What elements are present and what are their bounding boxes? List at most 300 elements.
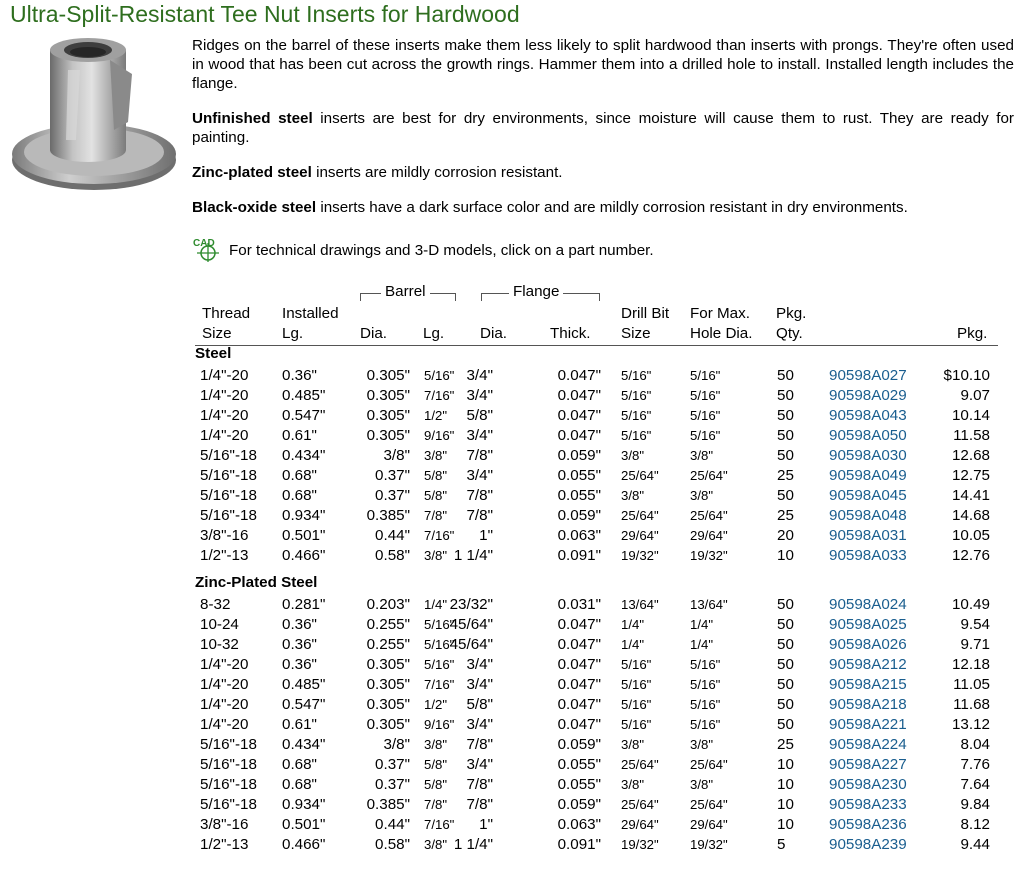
table-row (195, 635, 998, 655)
cell-qty: 10 (777, 776, 794, 793)
cell-hole: 13/64" (690, 597, 728, 612)
cell-thread: 5/16"-18 (200, 467, 257, 484)
cell-fthick: 0.063" (557, 527, 601, 544)
cell-fdia: 23/32" (449, 596, 493, 613)
part-number-link[interactable]: 90598A030 (829, 447, 907, 464)
header-barrel-dia: Dia. (360, 325, 388, 342)
cell-qty: 50 (777, 387, 794, 404)
cell-fthick: 0.047" (557, 407, 601, 424)
section-title: Zinc-Plated Steel (195, 574, 318, 591)
cell-inst: 0.485" (282, 676, 326, 693)
barrel-group-header (360, 283, 456, 305)
cell-drill: 5/16" (621, 388, 652, 403)
section-title: Steel (195, 345, 232, 362)
cell-bdia: 0.255" (366, 616, 410, 633)
cell-price: 8.12 (960, 816, 990, 833)
cell-blg: 3/8" (424, 837, 448, 852)
part-number-link[interactable]: 90598A029 (829, 387, 907, 404)
cell-qty: 10 (777, 796, 794, 813)
cell-bdia: 0.385" (366, 507, 410, 524)
table-row (195, 795, 998, 815)
cell-bdia: 0.305" (366, 696, 410, 713)
cell-inst: 0.61" (282, 427, 317, 444)
cell-thread: 5/16"-18 (200, 796, 257, 813)
table-header-row (195, 304, 998, 346)
cell-bdia: 0.305" (366, 427, 410, 444)
part-number-link[interactable]: 90598A050 (829, 427, 907, 444)
cell-thread: 5/16"-18 (200, 756, 257, 773)
cell-drill: 5/16" (621, 697, 652, 712)
cell-hole: 25/64" (690, 468, 728, 483)
cell-qty: 50 (777, 616, 794, 633)
header-installed-lg: Installed Lg. (282, 305, 339, 342)
cell-drill: 25/64" (621, 468, 659, 483)
cell-drill: 3/8" (621, 737, 645, 752)
cell-price: 12.18 (951, 656, 990, 673)
cell-qty: 50 (777, 656, 794, 673)
part-number-link[interactable]: 90598A049 (829, 467, 907, 484)
cell-hole: 25/64" (690, 508, 728, 523)
cell-hole: 19/32" (690, 837, 728, 852)
cell-inst: 0.466" (282, 836, 326, 853)
cell-price: 11.68 (953, 696, 990, 713)
cell-bdia: 0.44" (375, 527, 410, 544)
table-row (195, 546, 998, 566)
cell-fdia: 1" (479, 816, 493, 833)
cell-fdia: 3/4" (466, 676, 493, 693)
cell-drill: 5/16" (621, 657, 652, 672)
table-row (195, 835, 998, 855)
cell-drill: 5/16" (621, 368, 652, 383)
cell-drill: 3/8" (621, 488, 645, 503)
cell-fthick: 0.059" (557, 796, 601, 813)
cell-qty: 25 (777, 736, 794, 753)
cell-blg: 7/8" (424, 797, 448, 812)
cell-hole: 5/16" (690, 657, 721, 672)
cell-bdia: 0.385" (366, 796, 410, 813)
cell-qty: 50 (777, 676, 794, 693)
page-title: Ultra-Split-Resistant Tee Nut Inserts for Hardwood (10, 1, 520, 27)
cell-inst: 0.36" (282, 616, 317, 633)
table-row (195, 675, 998, 695)
cell-fdia: 5/8" (466, 407, 493, 424)
cell-thread: 1/2"-13 (200, 547, 249, 564)
cell-hole: 5/16" (690, 368, 721, 383)
cell-inst: 0.547" (282, 407, 326, 424)
svg-text:CAD: CAD (193, 238, 215, 249)
cell-drill: 25/64" (621, 797, 659, 812)
cell-qty: 25 (777, 507, 794, 524)
cell-inst: 0.36" (282, 367, 317, 384)
cell-fdia: 3/4" (466, 756, 493, 773)
cell-qty: 10 (777, 816, 794, 833)
cell-fthick: 0.047" (557, 656, 601, 673)
cell-hole: 25/64" (690, 797, 728, 812)
cell-fthick: 0.055" (557, 776, 601, 793)
cell-hole: 5/16" (690, 717, 721, 732)
cell-inst: 0.61" (282, 716, 317, 733)
table-row (195, 715, 998, 735)
cell-fdia: 45/64" (449, 616, 493, 633)
cell-fthick: 0.047" (557, 636, 601, 653)
description-paragraph-4: Black-oxide steel inserts have a dark surface color and are mildly corrosion resistant in dry environments. (192, 198, 908, 216)
cell-fthick: 0.059" (557, 507, 601, 524)
cell-bdia: 0.58" (375, 836, 410, 853)
cell-blg: 1/2" (424, 697, 448, 712)
cell-fdia: 3/4" (466, 716, 493, 733)
cell-fdia: 7/8" (466, 796, 493, 813)
cell-inst: 0.434" (282, 736, 326, 753)
cell-drill: 5/16" (621, 428, 652, 443)
cell-fthick: 0.091" (557, 836, 601, 853)
cell-thread: 1/4"-20 (200, 407, 249, 424)
cell-inst: 0.934" (282, 796, 326, 813)
cell-fdia: 5/8" (466, 696, 493, 713)
cell-price: 9.54 (960, 616, 990, 633)
cell-blg: 3/8" (424, 548, 448, 563)
cell-bdia: 0.44" (375, 816, 410, 833)
cell-price: 11.58 (953, 427, 990, 444)
cell-drill: 25/64" (621, 508, 659, 523)
cell-thread: 3/8"-16 (200, 527, 249, 544)
cell-hole: 5/16" (690, 428, 721, 443)
cell-hole: 3/8" (690, 777, 714, 792)
cell-blg: 5/16" (424, 617, 455, 632)
cell-thread: 5/16"-18 (200, 447, 257, 464)
cell-blg: 1/2" (424, 408, 448, 423)
cell-drill: 29/64" (621, 817, 659, 832)
table-row (195, 526, 998, 546)
cell-qty: 50 (777, 716, 794, 733)
cell-thread: 1/4"-20 (200, 716, 249, 733)
cell-fthick: 0.047" (557, 427, 601, 444)
cell-qty: 50 (777, 636, 794, 653)
part-number-link[interactable]: 90598A218 (829, 696, 907, 713)
cell-fdia: 3/4" (466, 387, 493, 404)
cell-bdia: 0.37" (375, 776, 410, 793)
cell-fthick: 0.063" (557, 816, 601, 833)
cad-icon (192, 236, 224, 262)
cell-inst: 0.36" (282, 656, 317, 673)
cell-drill: 19/32" (621, 837, 659, 852)
cell-price: 14.68 (951, 507, 990, 524)
cell-blg: 7/16" (424, 388, 455, 403)
cell-fthick: 0.059" (557, 447, 601, 464)
cell-blg: 9/16" (424, 717, 455, 732)
cell-inst: 0.68" (282, 467, 317, 484)
cell-price: $10.10 (943, 367, 990, 384)
cell-inst: 0.281" (282, 596, 326, 613)
tee-nut-image (10, 30, 178, 200)
cell-blg: 5/8" (424, 468, 448, 483)
cell-fdia: 3/4" (466, 656, 493, 673)
cell-price: 9.44 (960, 836, 990, 853)
cell-hole: 5/16" (690, 388, 721, 403)
cell-hole: 5/16" (690, 677, 721, 692)
cell-price: 7.76 (960, 756, 990, 773)
cell-qty: 50 (777, 447, 794, 464)
part-number-link[interactable]: 90598A024 (829, 596, 907, 613)
header-pkg-price: Pkg. (957, 325, 988, 342)
table-row (195, 506, 998, 526)
part-number-link[interactable]: 90598A025 (829, 616, 907, 633)
cell-inst: 0.68" (282, 776, 317, 793)
cell-blg: 1/4" (424, 597, 448, 612)
cell-fdia: 7/8" (466, 507, 493, 524)
description-paragraph-2: Unfinished steel inserts are best for dry environments, since moisture will cause them to rust. They are ready for painting. (192, 110, 1014, 147)
cell-inst: 0.485" (282, 387, 326, 404)
cell-price: 9.07 (960, 387, 990, 404)
cell-thread: 1/4"-20 (200, 676, 249, 693)
cad-note-text: For technical drawings and 3-D models, click on a part number. (229, 241, 654, 259)
cell-qty: 50 (777, 487, 794, 504)
cell-fdia: 1 1/4" (453, 547, 493, 564)
cell-blg: 9/16" (424, 428, 455, 443)
table-row (195, 615, 998, 635)
cell-hole: 3/8" (690, 488, 714, 503)
cell-fdia: 7/8" (466, 487, 493, 504)
cell-inst: 0.501" (282, 527, 326, 544)
cell-inst: 0.68" (282, 756, 317, 773)
part-number-link[interactable]: 90598A233 (829, 796, 907, 813)
cell-price: 12.68 (951, 447, 990, 464)
cell-bdia: 0.37" (375, 467, 410, 484)
cell-thread: 1/4"-20 (200, 696, 249, 713)
cell-inst: 0.434" (282, 447, 326, 464)
cell-hole: 19/32" (690, 548, 728, 563)
cell-thread: 10-24 (200, 616, 239, 633)
table-row (195, 406, 998, 426)
cell-drill: 3/8" (621, 448, 645, 463)
flange-group-header (481, 283, 600, 305)
cell-fthick: 0.055" (557, 467, 601, 484)
cell-drill: 19/32" (621, 548, 659, 563)
cell-thread: 8-32 (200, 596, 231, 613)
cell-thread: 5/16"-18 (200, 776, 257, 793)
part-number-link[interactable]: 90598A033 (829, 547, 907, 564)
cell-drill: 5/16" (621, 677, 652, 692)
cell-price: 12.75 (951, 467, 990, 484)
cell-qty: 5 (777, 836, 786, 853)
description-paragraph-3: Zinc-plated steel inserts are mildly corrosion resistant. (192, 164, 563, 182)
table-row (195, 775, 998, 795)
cell-qty: 50 (777, 427, 794, 444)
table-row (195, 735, 998, 755)
part-number-link[interactable]: 90598A027 (829, 367, 907, 384)
cell-hole: 29/64" (690, 817, 728, 832)
cell-blg: 7/16" (424, 677, 455, 692)
cell-drill: 3/8" (621, 777, 645, 792)
cell-qty: 50 (777, 696, 794, 713)
cell-bdia: 0.305" (366, 387, 410, 404)
cell-thread: 5/16"-18 (200, 736, 257, 753)
cell-bdia: 0.305" (366, 656, 410, 673)
table-row (195, 386, 998, 406)
cell-qty: 10 (777, 547, 794, 564)
cell-qty: 10 (777, 756, 794, 773)
cell-thread: 5/16"-18 (200, 487, 257, 504)
table-row (195, 486, 998, 506)
cell-hole: 1/4" (690, 637, 714, 652)
cell-thread: 1/4"-20 (200, 367, 249, 384)
part-number-link[interactable]: 90598A215 (829, 676, 907, 693)
cell-inst: 0.466" (282, 547, 326, 564)
cell-price: 14.41 (951, 487, 990, 504)
cell-price: 11.05 (953, 676, 990, 693)
cell-thread: 1/2"-13 (200, 836, 249, 853)
cell-blg: 5/16" (424, 657, 455, 672)
cell-blg: 5/16" (424, 368, 455, 383)
cell-fdia: 3/4" (466, 367, 493, 384)
table-row (195, 755, 998, 775)
cell-blg: 5/16" (424, 637, 455, 652)
cell-bdia: 0.305" (366, 407, 410, 424)
cell-hole: 5/16" (690, 697, 721, 712)
cell-qty: 50 (777, 367, 794, 384)
cell-bdia: 0.305" (366, 716, 410, 733)
cell-blg: 7/8" (424, 508, 448, 523)
cell-drill: 5/16" (621, 717, 652, 732)
cell-bdia: 0.305" (366, 367, 410, 384)
cell-drill: 25/64" (621, 757, 659, 772)
cell-fdia: 45/64" (449, 636, 493, 653)
cell-qty: 50 (777, 407, 794, 424)
table-row (195, 446, 998, 466)
cell-thread: 1/4"-20 (200, 387, 249, 404)
cell-fthick: 0.047" (557, 387, 601, 404)
cell-thread: 5/16"-18 (200, 507, 257, 524)
cad-note (192, 238, 654, 262)
cell-inst: 0.547" (282, 696, 326, 713)
cell-blg: 7/16" (424, 817, 455, 832)
cell-hole: 29/64" (690, 528, 728, 543)
cell-fdia: 3/4" (466, 427, 493, 444)
cell-blg: 5/8" (424, 757, 448, 772)
cell-inst: 0.934" (282, 507, 326, 524)
header-barrel-lg: Lg. (423, 325, 445, 342)
table-row (195, 366, 998, 386)
barrel-group-label: Barrel (381, 283, 430, 300)
cell-bdia: 0.203" (366, 596, 410, 613)
description-paragraph-1: Ridges on the barrel of these inserts make them less likely to split hardwood than inserts with prongs. They're often used in wood that has been cut across the growth rings. Hammer them into a drilled hole to install. Installed length includes the flange. (192, 37, 1014, 93)
part-number-link[interactable]: 90598A236 (829, 816, 907, 833)
header-thread-size: Thread Size (202, 305, 251, 342)
part-number-link[interactable]: 90598A045 (829, 487, 907, 504)
table-row (195, 655, 998, 675)
cell-fthick: 0.047" (557, 367, 601, 384)
cell-hole: 1/4" (690, 617, 714, 632)
part-number-link[interactable]: 90598A043 (829, 407, 907, 424)
cell-fthick: 0.031" (557, 596, 601, 613)
cell-hole: 3/8" (690, 448, 714, 463)
cell-hole: 25/64" (690, 757, 728, 772)
cell-blg: 5/8" (424, 488, 448, 503)
table-row (195, 466, 998, 486)
table-row (195, 595, 998, 615)
cell-fthick: 0.047" (557, 696, 601, 713)
cell-price: 7.64 (960, 776, 990, 793)
cell-qty: 20 (777, 527, 794, 544)
cell-price: 9.84 (960, 796, 990, 813)
cell-bdia: 0.37" (375, 487, 410, 504)
cell-fthick: 0.047" (557, 676, 601, 693)
cell-price: 9.71 (960, 636, 990, 653)
cell-fdia: 3/4" (466, 467, 493, 484)
cell-price: 12.76 (951, 547, 990, 564)
cell-bdia: 0.305" (366, 676, 410, 693)
cell-fthick: 0.047" (557, 716, 601, 733)
cell-thread: 10-32 (200, 636, 239, 653)
header-flange-thick: Thick. (550, 325, 591, 342)
cell-qty: 25 (777, 467, 794, 484)
cell-fdia: 7/8" (466, 736, 493, 753)
cell-thread: 1/4"-20 (200, 427, 249, 444)
cell-bdia: 0.37" (375, 756, 410, 773)
cell-drill: 5/16" (621, 408, 652, 423)
cell-fthick: 0.047" (557, 616, 601, 633)
cell-bdia: 0.58" (375, 547, 410, 564)
cell-price: 10.14 (951, 407, 990, 424)
part-number-link[interactable]: 90598A239 (829, 836, 907, 853)
cell-price: 10.49 (951, 596, 990, 613)
table-row (195, 695, 998, 715)
cell-fthick: 0.055" (557, 487, 601, 504)
cell-thread: 3/8"-16 (200, 816, 249, 833)
cell-thread: 1/4"-20 (200, 656, 249, 673)
part-number-link[interactable]: 90598A227 (829, 756, 907, 773)
part-number-link[interactable]: 90598A031 (829, 527, 907, 544)
cell-qty: 50 (777, 596, 794, 613)
cell-price: 8.04 (960, 736, 990, 753)
cell-price: 10.05 (951, 527, 990, 544)
cell-blg: 5/8" (424, 777, 448, 792)
cell-drill: 29/64" (621, 528, 659, 543)
cell-fdia: 1" (479, 527, 493, 544)
part-number-link[interactable]: 90598A026 (829, 636, 907, 653)
part-number-link[interactable]: 90598A221 (829, 716, 907, 733)
table-row (195, 815, 998, 835)
cell-fthick: 0.055" (557, 756, 601, 773)
part-number-link[interactable]: 90598A048 (829, 507, 907, 524)
part-number-link[interactable]: 90598A230 (829, 776, 907, 793)
table-row (195, 426, 998, 446)
cell-inst: 0.68" (282, 487, 317, 504)
cell-fdia: 1 1/4" (453, 836, 493, 853)
cell-blg: 7/16" (424, 528, 455, 543)
cell-blg: 3/8" (424, 448, 448, 463)
cell-price: 13.12 (951, 716, 990, 733)
cell-inst: 0.501" (282, 816, 326, 833)
product-description (192, 36, 1014, 232)
flange-group-label: Flange (509, 283, 563, 300)
part-number-link[interactable]: 90598A212 (829, 656, 907, 673)
cell-bdia: 3/8" (383, 447, 410, 464)
header-drill-bit: Drill Bit Size (621, 305, 670, 342)
cell-hole: 3/8" (690, 737, 714, 752)
part-number-link[interactable]: 90598A224 (829, 736, 907, 753)
cell-inst: 0.36" (282, 636, 317, 653)
cell-fdia: 7/8" (466, 776, 493, 793)
cell-drill: 1/4" (621, 617, 645, 632)
cell-hole: 5/16" (690, 408, 721, 423)
cell-fthick: 0.091" (557, 547, 601, 564)
header-flange-dia: Dia. (480, 325, 508, 342)
cell-bdia: 3/8" (383, 736, 410, 753)
cell-bdia: 0.255" (366, 636, 410, 653)
header-pkg-qty: Pkg. Qty. (776, 305, 807, 342)
cell-drill: 1/4" (621, 637, 645, 652)
cell-fdia: 7/8" (466, 447, 493, 464)
